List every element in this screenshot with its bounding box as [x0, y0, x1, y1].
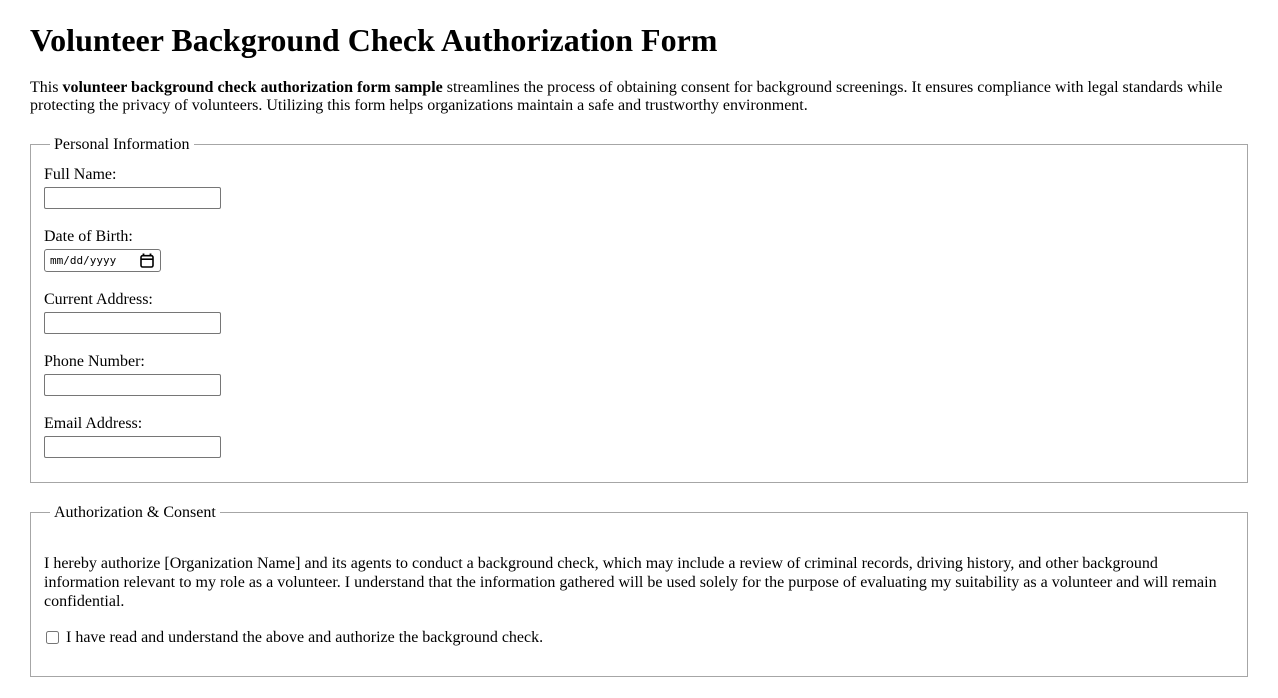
date-of-birth-group: [44, 228, 1234, 272]
page-container: [0, 22, 1278, 677]
intro-paragraph: [30, 79, 1248, 116]
date-placeholder: mm/dd/yyyy: [50, 253, 117, 267]
date-of-birth-label: Date of Birth:: [44, 227, 133, 245]
email-address-input[interactable]: [44, 436, 221, 458]
consent-checkbox[interactable]: [46, 631, 59, 644]
phone-number-group: [44, 353, 1234, 396]
date-of-birth-input[interactable]: [44, 249, 161, 272]
full-name-group: [44, 166, 1234, 209]
consent-checkbox-row: [44, 628, 1234, 647]
full-name-input[interactable]: [44, 187, 221, 209]
authorization-consent-legend: Authorization & Consent: [54, 503, 216, 521]
current-address-input[interactable]: [44, 312, 221, 334]
phone-number-input[interactable]: [44, 374, 221, 396]
full-name-label: Full Name:: [44, 165, 117, 183]
email-address-group: [44, 415, 1234, 458]
intro-text-suffix: streamlines the process of obtaining consent for background screenings. It ensures compliance with legal standards while protecting the privacy of volunteers. Utilizing this form helps organizations maintain a safe and trustworthy environment.: [30, 79, 1223, 115]
current-address-group: [44, 291, 1234, 334]
personal-information-legend: Personal Information: [54, 135, 190, 153]
calendar-icon[interactable]: [140, 253, 154, 268]
consent-statement: I hereby authorize [Organization Name] and its agents to conduct a background check, which may include a review of criminal records, driving history, and other background information relevant to my role as a volunteer. I understand that the information gathered will be used solely for the purpose of evaluating my suitability as a volunteer and will remain confidential.: [44, 554, 1217, 611]
email-address-label: Email Address:: [44, 414, 143, 432]
authorization-consent-section: [30, 504, 1248, 677]
current-address-label: Current Address:: [44, 290, 153, 308]
phone-number-label: Phone Number:: [44, 352, 145, 370]
intro-text-prefix: This: [30, 79, 63, 96]
intro-text-bold: volunteer background check authorization form sample: [62, 79, 443, 96]
page-title: Volunteer Background Check Authorization Form: [30, 22, 718, 58]
consent-checkbox-label: I have read and understand the above and authorize the background check.: [66, 629, 544, 647]
personal-information-section: [30, 136, 1248, 483]
